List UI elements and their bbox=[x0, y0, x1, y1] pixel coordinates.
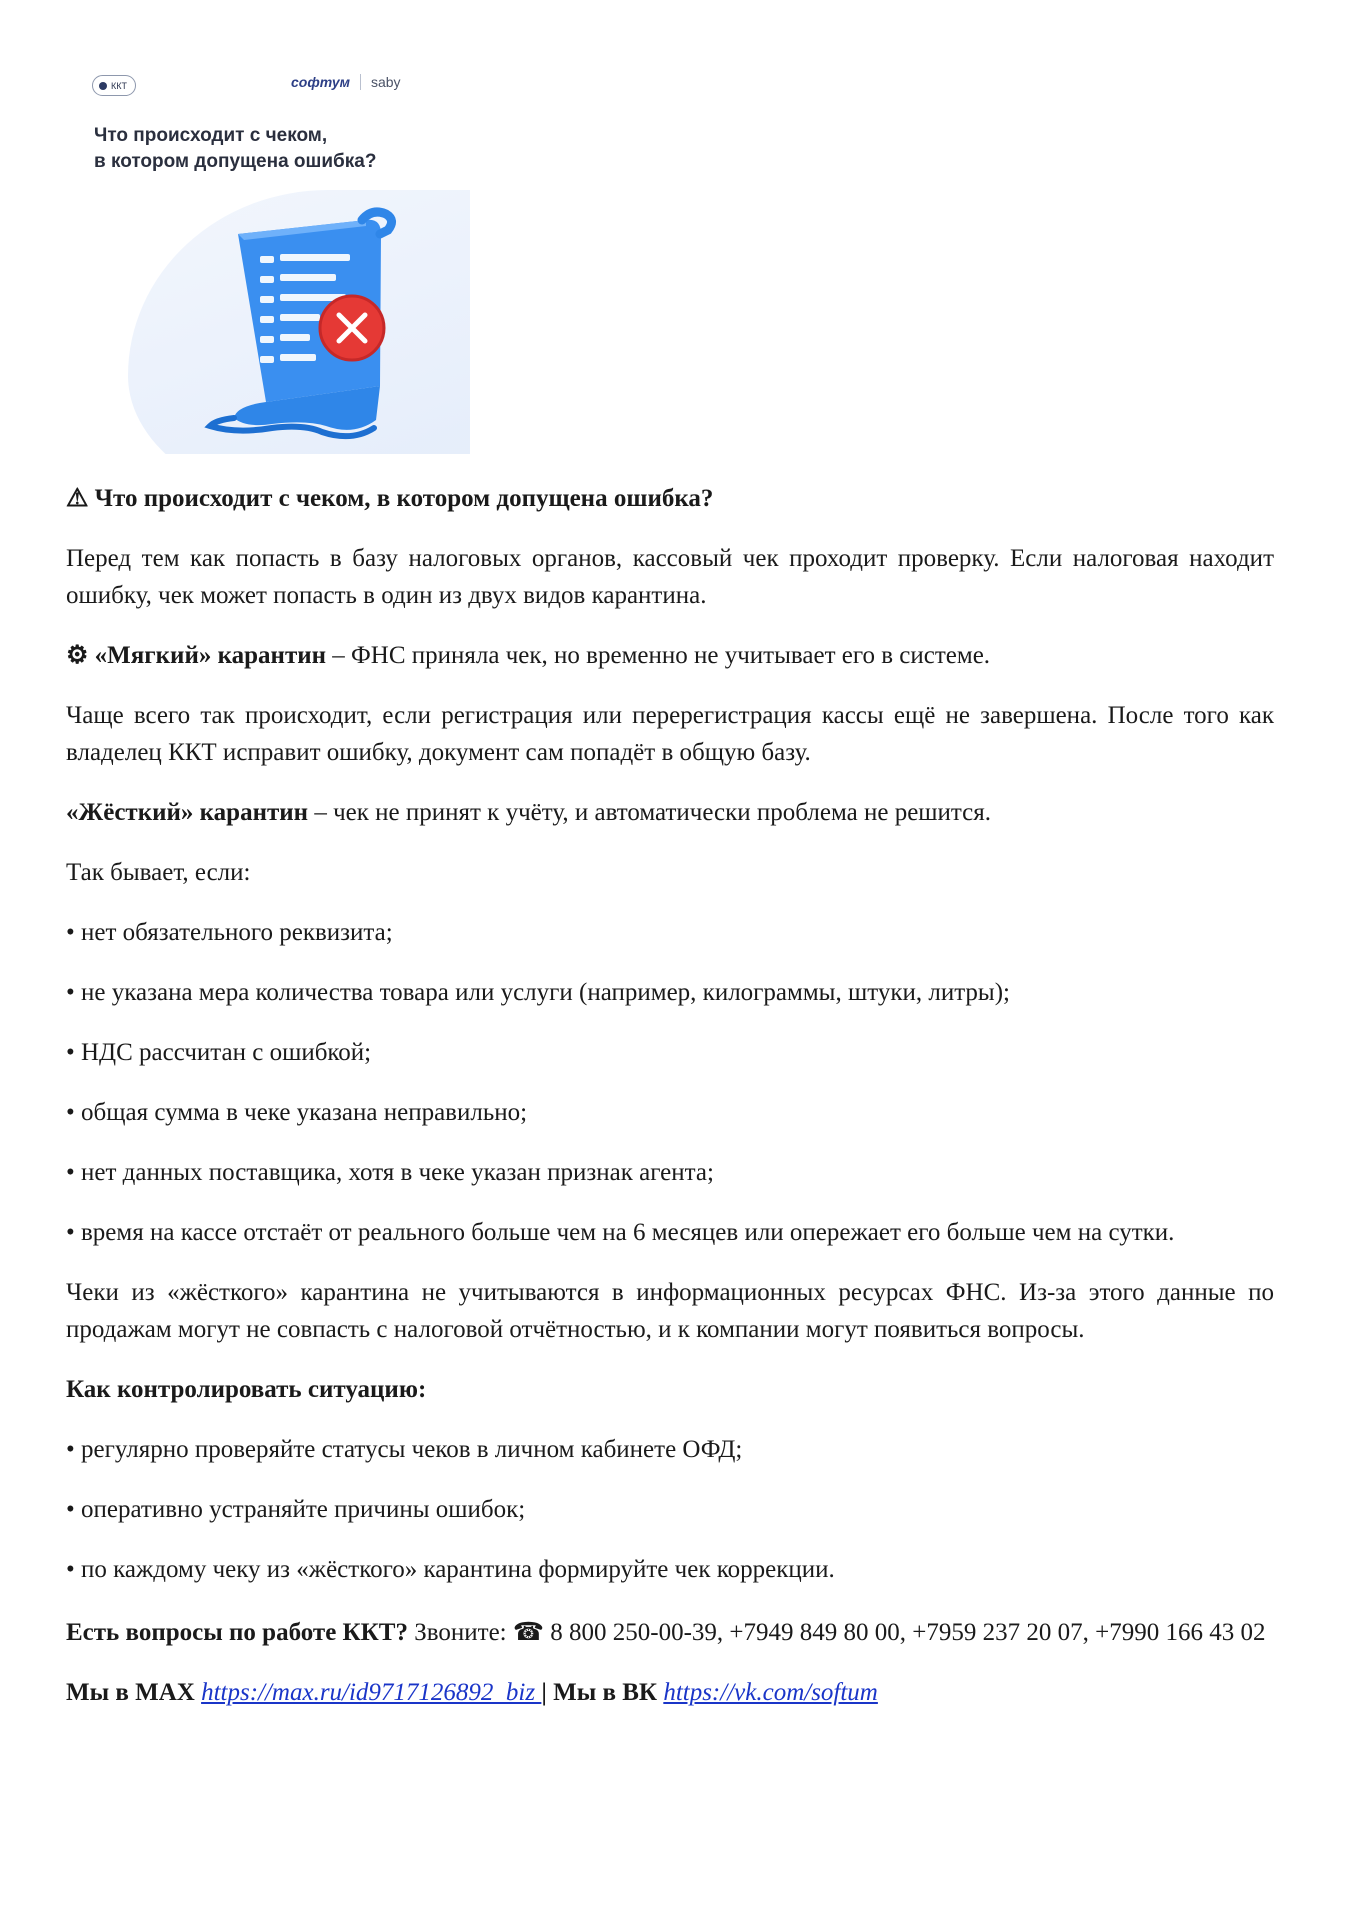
hard-quarantine-consequence: Чеки из «жёсткого» карантина не учитываются в информационных ресурсах ФНС. Из-за этого данные по продажам могут не совпасть с налоговой отчётностью, и к компании могут появиться вопросы. bbox=[66, 1279, 1274, 1343]
warning-icon: ⚠ bbox=[66, 485, 89, 512]
cases-list bbox=[66, 914, 1274, 1251]
badge-dot-icon bbox=[99, 82, 107, 90]
soft-quarantine-text: – ФНС приняла чек, но временно не учитывает его в системе. bbox=[326, 642, 991, 669]
list-item: • нет данных поставщика, хотя в чеке указан признак агента; bbox=[66, 1159, 714, 1186]
control-list bbox=[66, 1431, 1274, 1588]
softum-logo: софтум bbox=[291, 74, 350, 90]
list-item: • оперативно устраняйте причины ошибок; bbox=[66, 1496, 526, 1523]
list-item: • НДС рассчитан с ошибкой; bbox=[66, 1039, 372, 1066]
social-separator: | bbox=[541, 1679, 554, 1706]
receipt-error-icon bbox=[176, 206, 426, 454]
vk-label: Мы в ВК bbox=[553, 1679, 658, 1706]
soft-quarantine-paragraph bbox=[66, 637, 1274, 674]
soft-quarantine-title: «Мягкий» карантин bbox=[94, 642, 327, 669]
kkt-badge-label: ККТ bbox=[111, 80, 127, 91]
list-item: • по каждому чеку из «жёсткого» карантина формируйте чек коррекции. bbox=[66, 1556, 835, 1583]
article-heading bbox=[66, 480, 1274, 517]
banner-title-line-2: в котором допущена ошибка? bbox=[94, 151, 377, 172]
list-item: • общая сумма в чеке указана неправильно; bbox=[66, 1099, 528, 1126]
vk-link[interactable]: https://vk.com/softum bbox=[663, 1679, 878, 1706]
gear-icon: ⚙ bbox=[66, 642, 89, 669]
intro-paragraph: Перед тем как попасть в базу налоговых органов, кассовый чек проходит проверку. Если налоговая находит ошибку, чек может попасть в один из двух видов карантина. bbox=[66, 545, 1274, 609]
cases-intro: Так бывает, если: bbox=[66, 859, 251, 886]
list-item: • нет обязательного реквизита; bbox=[66, 919, 393, 946]
max-label: Мы в MAX bbox=[66, 1679, 195, 1706]
hard-quarantine-text: – чек не принят к учёту, и автоматически проблема не решится. bbox=[308, 799, 992, 826]
list-item: • время на кассе отстаёт от реального больше чем на 6 месяцев или опережает его больше чем на сутки. bbox=[66, 1219, 1175, 1246]
banner-title-line-1: Что происходит с чеком, bbox=[94, 125, 328, 146]
article-heading-text: Что происходит с чеком, в котором допущена ошибка? bbox=[94, 485, 714, 512]
phone-icon: ☎ bbox=[512, 1619, 545, 1646]
article-banner-image bbox=[66, 50, 470, 454]
contacts-question: Есть вопросы по работе ККТ? bbox=[66, 1619, 408, 1646]
hard-quarantine-paragraph bbox=[66, 794, 1274, 831]
list-item: • не указана мера количества товара или услуги (например, килограммы, штуки, литры); bbox=[66, 979, 1010, 1006]
logo-divider bbox=[360, 74, 361, 90]
soft-quarantine-detail: Чаще всего так происходит, если регистрация или перерегистрация кассы ещё не завершена. После того как владелец ККТ исправит ошибку, документ сам попадёт в общую базу. bbox=[66, 702, 1274, 766]
contacts-phones: 8 800 250-00-39, +7949 849 80 00, +7959 237 20 07, +7990 166 43 02 bbox=[544, 1619, 1266, 1646]
contacts-call-label: Звоните: bbox=[407, 1619, 513, 1646]
social-links bbox=[66, 1671, 1274, 1715]
max-link[interactable]: https://max.ru/id9717126892_biz bbox=[201, 1679, 542, 1706]
hard-quarantine-title: «Жёсткий» карантин bbox=[66, 799, 309, 826]
kkt-badge bbox=[92, 75, 136, 96]
brand-logos bbox=[291, 74, 401, 90]
banner-title bbox=[94, 123, 434, 175]
list-item: • регулярно проверяйте статусы чеков в личном кабинете ОФД; bbox=[66, 1436, 743, 1463]
saby-logo: saby bbox=[370, 74, 401, 90]
contacts-paragraph bbox=[66, 1611, 1274, 1655]
control-heading: Как контролировать ситуацию: bbox=[66, 1376, 427, 1403]
article-content bbox=[66, 480, 1274, 1715]
